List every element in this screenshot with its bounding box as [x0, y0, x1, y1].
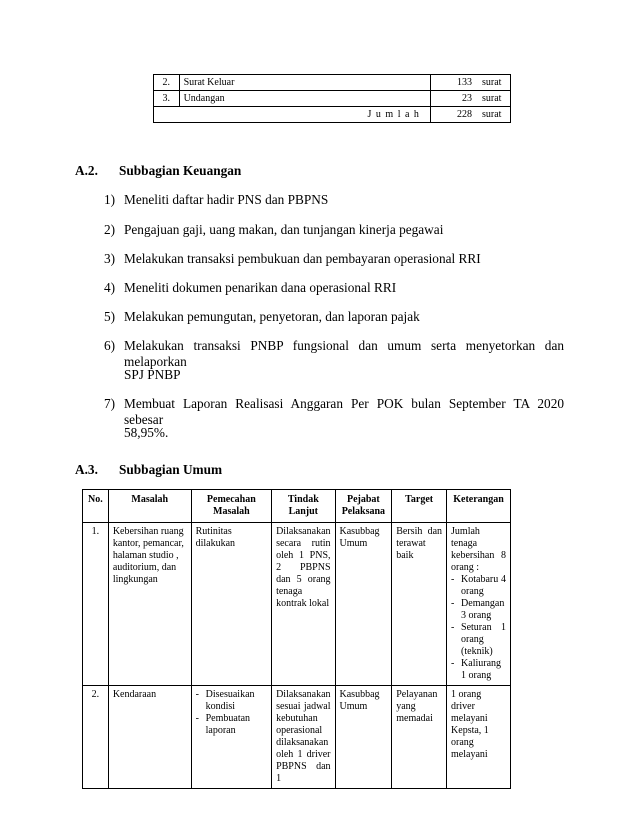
- cell-masalah: Kendaraan: [108, 686, 191, 789]
- row-number: 2.: [154, 75, 180, 91]
- list-item: - Kaliurang 1 orang: [451, 658, 506, 682]
- column-header: Keterangan: [447, 490, 511, 523]
- total-label: J u m l a h: [154, 107, 431, 123]
- section-number: A.3.: [75, 462, 98, 477]
- list-item: - Pembuatan laporan: [196, 713, 267, 737]
- section-title: Subbagian Keuangan: [119, 163, 242, 178]
- list-number: 7): [104, 396, 116, 411]
- cell-no: 1.: [83, 523, 109, 686]
- table-row: [83, 523, 511, 686]
- pemecahan-list: [196, 689, 267, 737]
- list-number: 4): [104, 280, 116, 295]
- cell-pemecahan: [191, 686, 271, 789]
- total-count-cell: [430, 107, 510, 123]
- table-row: [83, 686, 511, 789]
- column-header: No.: [83, 490, 109, 523]
- cell-target: Pelayanan yang memadai: [392, 686, 447, 789]
- list-text: Melakukan pemungutan, penyetoran, dan laporan pajak: [124, 309, 420, 324]
- cell-pemecahan: Rutinitas dilakukan: [191, 523, 271, 686]
- row-name: Undangan: [179, 91, 430, 107]
- section-a2-heading: [75, 163, 241, 179]
- table-row: [154, 75, 511, 91]
- list-number: 6): [104, 338, 116, 353]
- row-count-cell: [430, 91, 510, 107]
- list-item: - Demangan 3 orang: [451, 598, 506, 622]
- list-number: 2): [104, 222, 116, 237]
- table-row: [154, 91, 511, 107]
- list-number: 5): [104, 309, 116, 324]
- cell-keterangan: 1 orang driver melayani Kepsta, 1 orang melayani: [447, 686, 511, 789]
- list-text: Meneliti dokumen penarikan dana operasional RRI: [124, 280, 397, 295]
- cell-keterangan: [447, 523, 511, 686]
- list-text: Melakukan transaksi PNBP fungsional dan umum serta menyetorkan dan melaporkan: [124, 338, 564, 369]
- cell-pejabat: Kasubbag Umum: [335, 686, 392, 789]
- cell-no: 2.: [83, 686, 109, 789]
- row-number: 3.: [154, 91, 180, 107]
- keterangan-list: [451, 574, 506, 682]
- list-text: Melakukan transaksi pembukuan dan pembayaran operasional RRI: [124, 251, 481, 266]
- list-item: - Kotabaru 4 orang: [451, 574, 506, 598]
- list-continuation: 58,95%.: [124, 425, 169, 440]
- column-header: Pejabat Pelaksana: [335, 490, 392, 523]
- table-header-row: [83, 490, 511, 523]
- cell-target: Bersih dan terawat baik: [392, 523, 447, 686]
- cell-tindak-lanjut: Dilaksanakan sesuai jadwal kebutuhan operasional dilaksanakan oleh 1 driver PBPNS dan 1: [272, 686, 335, 789]
- keterangan-intro: Jumlah tenaga kebersihan 8 orang :: [451, 526, 506, 573]
- section-number: A.2.: [75, 163, 98, 178]
- column-header: Tindak Lanjut: [272, 490, 335, 523]
- column-header: Target: [392, 490, 447, 523]
- list-text: Meneliti daftar hadir PNS dan PBPNS: [124, 192, 329, 207]
- row-unit: surat: [482, 92, 502, 104]
- column-header: Pemecahan Masalah: [191, 490, 271, 523]
- list-text: Membuat Laporan Realisasi Anggaran Per POK bulan September TA 2020 sebesar: [124, 396, 564, 427]
- row-count: 133: [457, 76, 472, 88]
- total-count: 228: [457, 108, 472, 120]
- row-unit: surat: [482, 76, 502, 88]
- list-number: 1): [104, 192, 116, 207]
- section-a3-heading: [75, 462, 222, 478]
- cell-masalah: Kebersihan ruang kantor, pemancar, halaman studio , auditorium, dan lingkungan: [108, 523, 191, 686]
- list-item: - Disesuaikan kondisi: [196, 689, 267, 713]
- row-count: 23: [462, 92, 472, 104]
- column-header: Masalah: [108, 490, 191, 523]
- surat-table: [153, 74, 511, 123]
- total-row: [154, 107, 511, 123]
- total-unit: surat: [482, 108, 502, 120]
- list-continuation: SPJ PNBP: [124, 367, 181, 382]
- list-number: 3): [104, 251, 116, 266]
- row-count-cell: [430, 75, 510, 91]
- section-title: Subbagian Umum: [119, 462, 223, 477]
- row-name: Surat Keluar: [179, 75, 430, 91]
- list-text: Pengajuan gaji, uang makan, dan tunjangan kinerja pegawai: [124, 222, 444, 237]
- cell-pejabat: Kasubbag Umum: [335, 523, 392, 686]
- umum-table: [82, 489, 511, 789]
- cell-tindak-lanjut: Dilaksanakan secara rutin oleh 1 PNS, 2 PBPNS dan 5 orang tenaga kontrak lokal: [272, 523, 335, 686]
- list-item: - Seturan 1 orang (teknik): [451, 622, 506, 658]
